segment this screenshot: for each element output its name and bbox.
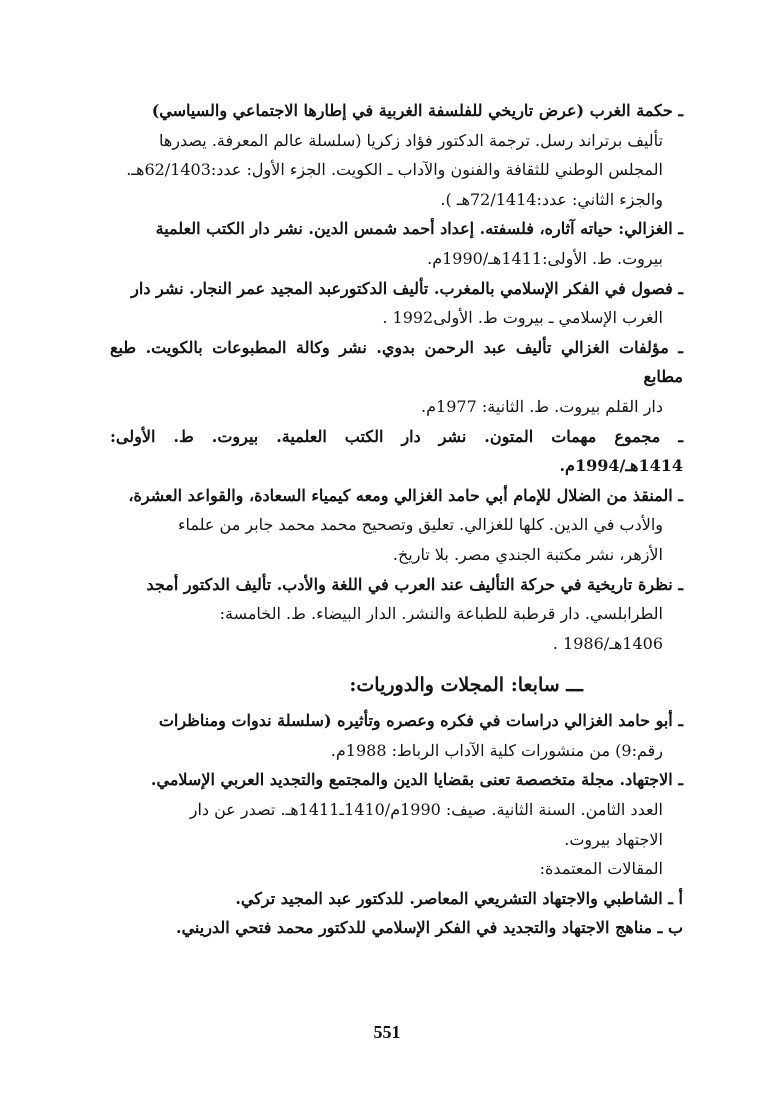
entry-title-line: ـ فصول في الفكر الإسلامي بالمغرب. تأليف الدكتورعبد المجيد عمر النجار. نشر دار	[131, 278, 683, 298]
entry-continuation-line: رقم:9) من منشورات كلية الآداب الرباط: 1988م.	[330, 740, 663, 760]
articles-list	[110, 884, 683, 943]
bibliography-entry	[110, 706, 683, 765]
entry-continuation-line: الطرابلسي. دار قرطبة للطباعة والنشر. الدار البيضاء. ط. الخامسة:	[219, 604, 663, 624]
entry-title-line: ـ حكمة الغرب (عرض تاريخي للفلسفة الغربية في إطارها الاجتماعي والسياسي)	[151, 101, 683, 120]
entry-continuation-line: الأزهر، نشر مكتبة الجندي مصر. بلا تاريخ.	[392, 544, 663, 564]
bibliography-entry	[110, 765, 683, 854]
entry-title-line: ـ المنقذ من الضلال للإمام أبي حامد الغزالي ومعه كيمياء السعادة، والقواعد العشرة،	[128, 485, 683, 505]
article-item: ب ـ مناهج الاجتهاد والتجديد في الفكر الإسلامي للدكتور محمد فتحي الدريني.	[176, 918, 683, 938]
entry-continuation-line: والأدب في الدين. كلها للغزالي. تعليق وتصحيح محمد محمد جابر من علماء	[177, 515, 663, 535]
bibliography-entry	[110, 96, 683, 214]
entry-title-line: ـ الغزالي: حياته آثاره، فلسفته. إعداد أحمد شمس الدين. نشر دار الكتب العلمية	[155, 219, 683, 239]
entry-continuation-line: الاجتهاد بيروت.	[564, 829, 663, 849]
entry-continuation-line: دار القلم بيروت. ط. الثانية: 1977م.	[421, 396, 663, 416]
entry-continuation-line: العدد الثامن. السنة الثانية. صيف: 1990م/1410ـ1411هـ. تصدر عن دار	[189, 800, 663, 820]
bibliography-entry	[110, 214, 683, 273]
articles-label: المقالات المعتمدة:	[539, 859, 663, 879]
bibliography-entry	[110, 481, 683, 570]
entry-continuation-line: الغرب الإسلامي ـ بيروت ط. الأولى1992 .	[382, 308, 663, 328]
bibliography-list	[110, 96, 683, 658]
entry-title-line: ـ الاجتهاد. مجلة متخصصة تعنى بقضايا الدين والمجتمع والتجديد العربي الإسلامي.	[150, 770, 683, 790]
entry-continuation-line: 1406هـ/1986 .	[552, 633, 663, 653]
bibliography-content	[110, 96, 683, 943]
entry-continuation-line: المجلس الوطني للثقافة والفنون والآداب ـ الكويت. الجزء الأول: عدد:62/1403هـ.	[126, 160, 663, 180]
bibliography-entry	[110, 274, 683, 333]
entry-continuation-line: والجزء الثاني: عدد:72/1414هـ ).	[440, 189, 663, 209]
entry-title-line: ـ مجموع مهمات المتون. نشر دار الكتب العلمية. بيروت. ط. الأولى: 1414هـ/1994م.	[110, 426, 683, 476]
entry-continuation-line: بيروت. ط. الأولى:1411هـ/1990م.	[427, 248, 663, 268]
entry-continuation-line: تأليف برتراند رسل. ترجمة الدكتور فؤاد زكريا (سلسلة عالم المعرفة. يصدرها	[158, 130, 663, 150]
section-title: ـــ سابعا: المجلات والدوريات:	[349, 674, 583, 697]
entry-title-line: ـ مؤلفات الغزالي تأليف عبد الرحمن بدوي. نشر وكالة المطبوعات بالكويت. طبع مطابع	[110, 337, 683, 387]
periodicals-list	[110, 706, 683, 854]
entry-title-line: ـ أبو حامد الغزالي دراسات في فكره وعصره وتأثيره (سلسلة ندوات ومناظرات	[158, 711, 683, 731]
article-item: أ ـ الشاطبي والاجتهاد التشريعي المعاصر. للدكتور عبد المجيد تركي.	[235, 888, 683, 908]
bibliography-entry	[110, 570, 683, 659]
bibliography-entry	[110, 333, 683, 422]
page-number: 551	[373, 1022, 401, 1042]
entry-title-line: ـ نظرة تاريخية في حركة التأليف عند العرب في اللغة والأدب. تأليف الدكتور أمجد	[146, 574, 683, 594]
bibliography-entry	[110, 422, 683, 481]
